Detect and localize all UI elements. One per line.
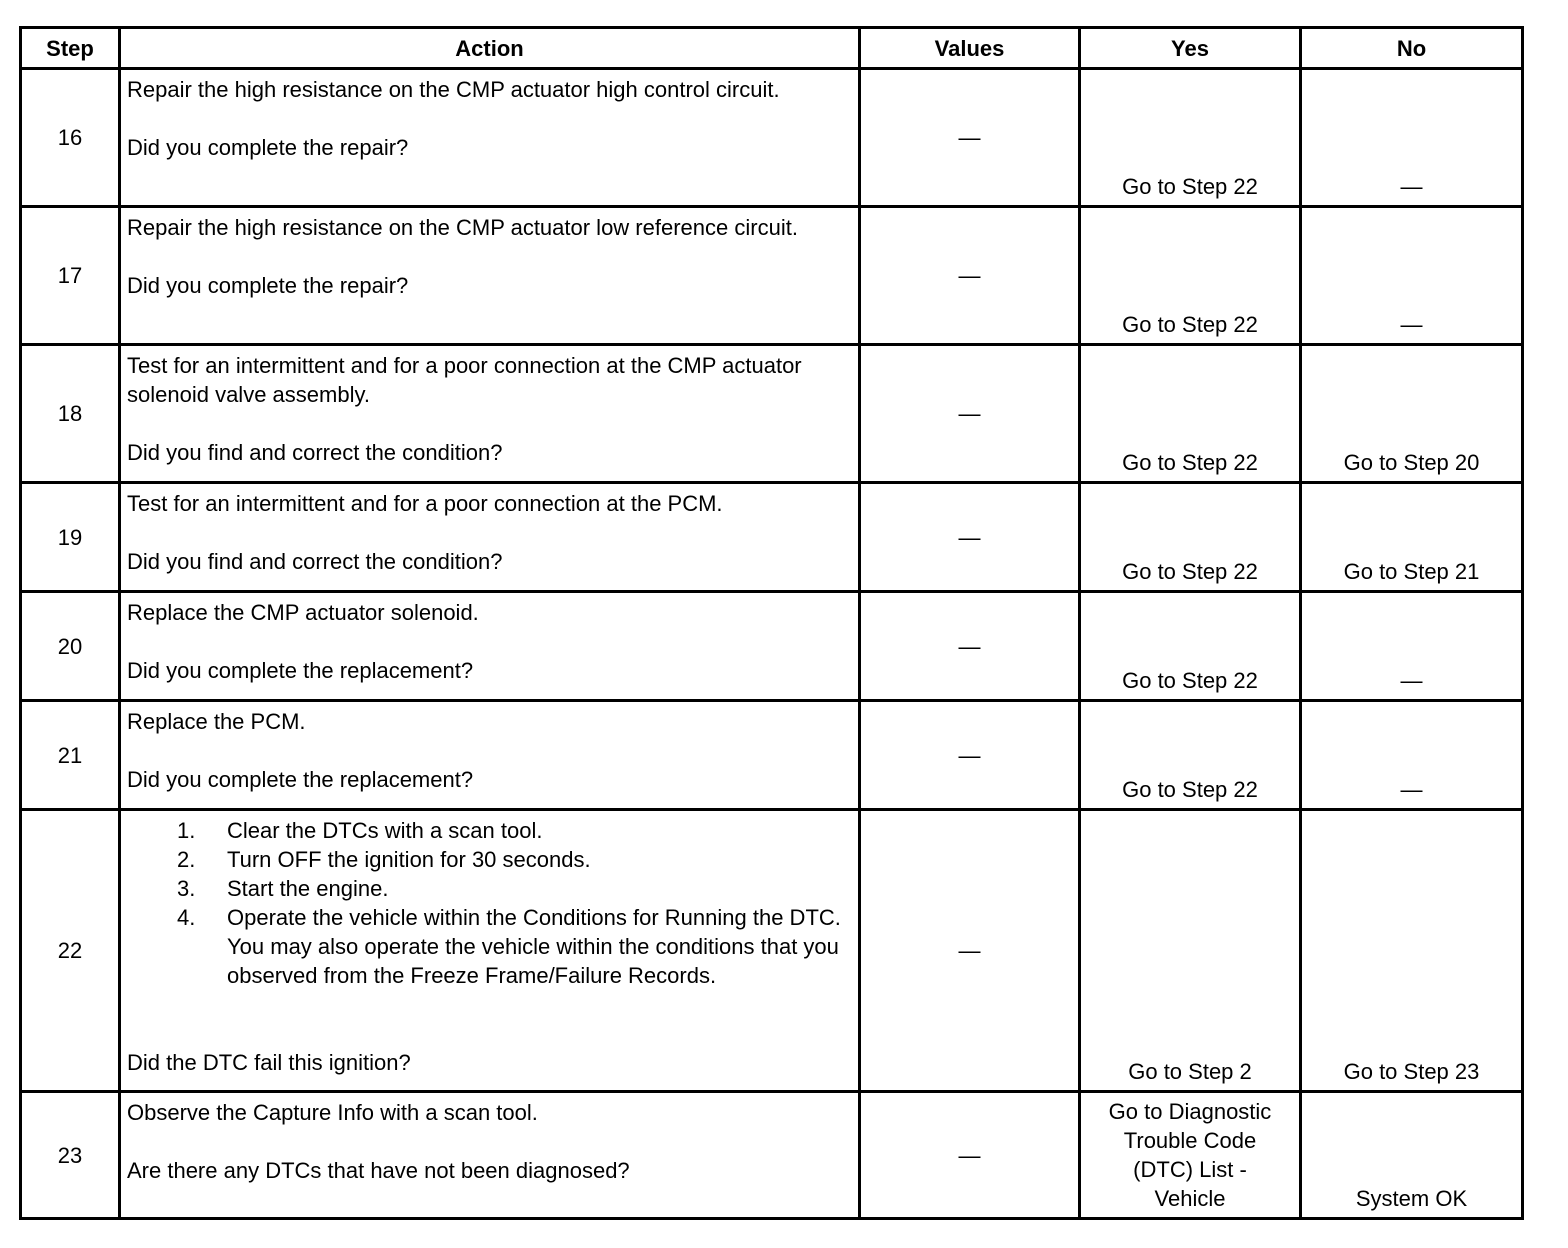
step-number: 20 [21,592,120,701]
values-cell: — [860,810,1080,1092]
action-question: Did you complete the repair? [127,135,409,160]
action-cell [120,483,860,592]
header-action: Action [120,28,860,69]
header-no: No [1301,28,1523,69]
action-question: Did you find and correct the condition? [127,440,503,465]
table-row [21,810,1523,1092]
action-question: Did you complete the replacement? [127,767,474,792]
table-row [21,207,1523,345]
action-question: Did the DTC fail this ignition? [127,1050,411,1075]
action-text: Replace the CMP actuator solenoid. [127,600,479,625]
no-cell: Go to Step 23 [1301,810,1523,1092]
action-text: Test for an intermittent and for a poor connection at the PCM. [127,491,723,516]
action-question: Did you find and correct the condition? [127,549,503,574]
list-number: 3. [177,876,196,901]
yes-cell: Go to Diagnostic Trouble Code (DTC) List - Vehicle [1080,1092,1301,1219]
action-question: Are there any DTCs that have not been diagnosed? [127,1158,630,1183]
list-text: Clear the DTCs with a scan tool. [227,818,543,843]
values-cell: — [860,483,1080,592]
no-cell: Go to Step 21 [1301,483,1523,592]
yes-cell: Go to Step 22 [1080,483,1301,592]
action-cell [120,69,860,207]
list-number: 2. [177,847,196,872]
action-cell [120,1092,860,1219]
yes-cell: Go to Step 22 [1080,345,1301,483]
step-number: 23 [21,1092,120,1219]
no-cell: — [1301,69,1523,207]
action-cell [120,207,860,345]
list-item [127,874,852,903]
table-row [21,345,1523,483]
step-number: 18 [21,345,120,483]
list-item [127,903,852,990]
procedure-list [127,816,852,990]
yes-cell: Go to Step 2 [1080,810,1301,1092]
action-text: Repair the high resistance on the CMP actuator low reference circuit. [127,215,798,240]
step-number: 19 [21,483,120,592]
action-cell [120,345,860,483]
no-cell: — [1301,207,1523,345]
action-text: Observe the Capture Info with a scan tool. [127,1100,538,1125]
header-values: Values [860,28,1080,69]
action-text: Test for an intermittent and for a poor connection at the CMP actuator solenoid valve assembly. [127,353,802,407]
yes-cell: Go to Step 22 [1080,69,1301,207]
action-question: Did you complete the replacement? [127,658,474,683]
no-cell: — [1301,592,1523,701]
no-cell: — [1301,701,1523,810]
action-cell [120,701,860,810]
header-step: Step [21,28,120,69]
table-row [21,483,1523,592]
step-number: 21 [21,701,120,810]
list-number: 1. [177,818,196,843]
step-number: 22 [21,810,120,1092]
no-cell: System OK [1301,1092,1523,1219]
values-cell: — [860,701,1080,810]
values-cell: — [860,345,1080,483]
step-number: 16 [21,69,120,207]
list-item [127,816,852,845]
action-cell [120,810,860,1092]
table-row [21,701,1523,810]
list-item [127,845,852,874]
action-question: Did you complete the repair? [127,273,409,298]
table-row [21,592,1523,701]
list-text: Start the engine. [227,876,389,901]
list-number: 4. [177,905,196,930]
yes-cell: Go to Step 22 [1080,592,1301,701]
no-cell: Go to Step 20 [1301,345,1523,483]
values-cell: — [860,592,1080,701]
values-cell: — [860,69,1080,207]
yes-cell: Go to Step 22 [1080,207,1301,345]
step-number: 17 [21,207,120,345]
action-text: Replace the PCM. [127,709,306,734]
table-row [21,69,1523,207]
action-text: Repair the high resistance on the CMP actuator high control circuit. [127,77,780,102]
action-cell [120,592,860,701]
header-yes: Yes [1080,28,1301,69]
yes-cell: Go to Step 22 [1080,701,1301,810]
header-row [21,28,1523,69]
list-text: Turn OFF the ignition for 30 seconds. [227,847,591,872]
diagnostic-table [19,26,1524,1220]
table-row [21,1092,1523,1219]
values-cell: — [860,1092,1080,1219]
list-text: Operate the vehicle within the Conditions for Running the DTC. You may also operate the vehicle within the conditions that you observed from the Freeze Frame/Failure Records. [227,905,841,988]
values-cell: — [860,207,1080,345]
